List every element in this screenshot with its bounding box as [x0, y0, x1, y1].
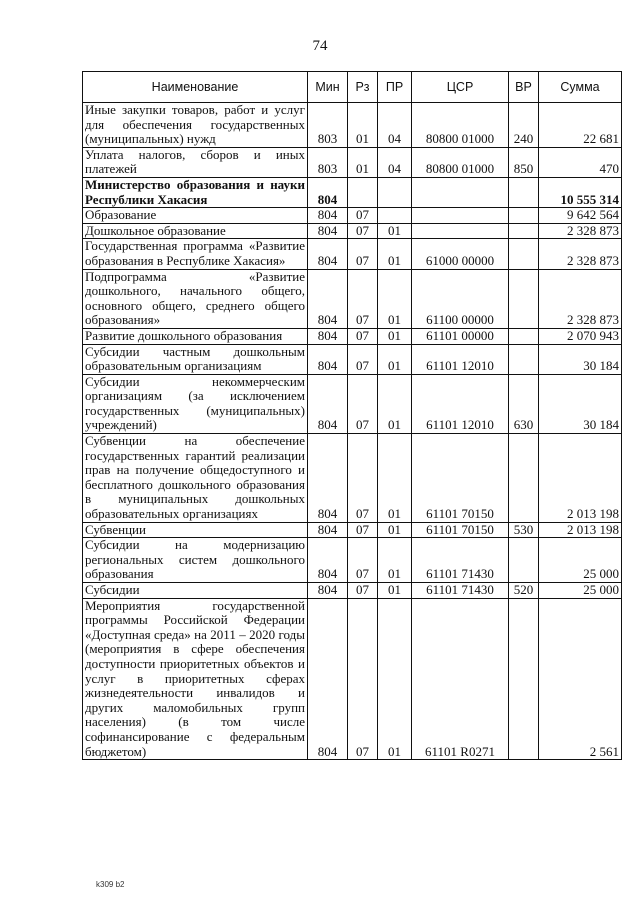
footer-code: k309 b2	[96, 880, 125, 889]
row-name-cell: Субсидии	[83, 583, 308, 599]
header-vr: ВР	[509, 72, 539, 103]
row-pr-cell	[378, 177, 412, 207]
table-row	[83, 598, 622, 760]
row-min-cell: 804	[308, 223, 348, 239]
row-sum-cell: 25 000	[539, 538, 622, 583]
table-row	[83, 434, 622, 523]
row-min-cell: 804	[308, 208, 348, 224]
row-pr-cell: 01	[378, 434, 412, 523]
row-pr-cell: 01	[378, 239, 412, 269]
row-sum-cell: 2 328 873	[539, 239, 622, 269]
row-min-cell: 804	[308, 522, 348, 538]
row-vr-cell: 530	[509, 522, 539, 538]
row-pr-cell: 04	[378, 147, 412, 177]
header-row	[83, 72, 622, 103]
row-sum-cell: 2 561	[539, 598, 622, 760]
header-rz: Рз	[348, 72, 378, 103]
row-name-cell: Государственная программа «Развитие образования в Республике Хакасия»	[83, 239, 308, 269]
row-csr-cell: 61000 00000	[412, 239, 509, 269]
row-name-cell: Иные закупки товаров, работ и услуг для обеспечения государственных (муниципальных) нужд	[83, 103, 308, 148]
row-sum-cell: 30 184	[539, 344, 622, 374]
row-rz-cell: 07	[348, 598, 378, 760]
row-rz-cell: 07	[348, 522, 378, 538]
row-min-cell: 804	[308, 374, 348, 433]
header-sum: Сумма	[539, 72, 622, 103]
header-pr: ПР	[378, 72, 412, 103]
budget-table	[82, 71, 622, 760]
row-vr-cell	[509, 269, 539, 328]
row-csr-cell: 61101 R0271	[412, 598, 509, 760]
row-csr-cell: 80800 01000	[412, 103, 509, 148]
row-rz-cell: 07	[348, 374, 378, 433]
row-sum-cell: 2 328 873	[539, 223, 622, 239]
row-rz-cell: 07	[348, 538, 378, 583]
row-csr-cell	[412, 223, 509, 239]
table-row	[83, 538, 622, 583]
table-row	[83, 344, 622, 374]
table-row	[83, 177, 622, 207]
row-name-cell: Развитие дошкольного образования	[83, 328, 308, 344]
row-name-cell: Субвенции на обеспечение государственных гарантий реализации прав на получение общедоступного и бесплатного дошкольного образования в муниципальных дошкольных образовательных организациях	[83, 434, 308, 523]
row-rz-cell: 07	[348, 434, 378, 523]
row-pr-cell: 01	[378, 344, 412, 374]
row-min-cell: 804	[308, 328, 348, 344]
row-pr-cell: 01	[378, 269, 412, 328]
row-vr-cell	[509, 177, 539, 207]
page-number: 74	[312, 38, 328, 54]
row-csr-cell: 61101 71430	[412, 583, 509, 599]
table-row	[83, 328, 622, 344]
row-min-cell: 804	[308, 177, 348, 207]
row-pr-cell: 04	[378, 103, 412, 148]
row-rz-cell	[348, 177, 378, 207]
row-vr-cell	[509, 598, 539, 760]
row-csr-cell: 61100 00000	[412, 269, 509, 328]
row-pr-cell	[378, 208, 412, 224]
row-name-cell: Субсидии частным дошкольным образовательным организациям	[83, 344, 308, 374]
row-rz-cell: 07	[348, 269, 378, 328]
row-csr-cell	[412, 208, 509, 224]
row-csr-cell: 61101 12010	[412, 374, 509, 433]
header-name: Наименование	[83, 72, 308, 103]
row-pr-cell: 01	[378, 583, 412, 599]
row-name-cell: Образование	[83, 208, 308, 224]
row-vr-cell: 240	[509, 103, 539, 148]
row-pr-cell: 01	[378, 223, 412, 239]
table-row	[83, 583, 622, 599]
table-row	[83, 147, 622, 177]
table-row	[83, 522, 622, 538]
row-min-cell: 803	[308, 103, 348, 148]
row-min-cell: 804	[308, 239, 348, 269]
header-min: Мин	[308, 72, 348, 103]
row-rz-cell: 07	[348, 328, 378, 344]
table-row	[83, 374, 622, 433]
row-vr-cell	[509, 538, 539, 583]
row-csr-cell: 61101 70150	[412, 434, 509, 523]
row-sum-cell: 2 013 198	[539, 522, 622, 538]
row-sum-cell: 470	[539, 147, 622, 177]
row-sum-cell: 2 328 873	[539, 269, 622, 328]
row-csr-cell: 61101 70150	[412, 522, 509, 538]
row-name-cell: Министерство образования и науки Республики Хакасия	[83, 177, 308, 207]
row-name-cell: Субсидии некоммерческим организациям (за исключением государственных (муниципальных) учреждений)	[83, 374, 308, 433]
row-vr-cell	[509, 223, 539, 239]
header-csr: ЦСР	[412, 72, 509, 103]
table-row	[83, 103, 622, 148]
row-name-cell: Субсидии на модернизацию региональных систем дошкольного образования	[83, 538, 308, 583]
row-min-cell: 804	[308, 538, 348, 583]
row-name-cell: Уплата налогов, сборов и иных платежей	[83, 147, 308, 177]
row-rz-cell: 01	[348, 147, 378, 177]
row-pr-cell: 01	[378, 328, 412, 344]
row-rz-cell: 07	[348, 344, 378, 374]
row-vr-cell: 850	[509, 147, 539, 177]
row-min-cell: 804	[308, 598, 348, 760]
row-name-cell: Мероприятия государственной программы Российской Федерации «Доступная среда» на 2011 – 2020 годы (мероприятия в сфере обеспечения доступности приоритетных объектов и услуг в приоритетных сферах жизнедеятельности инвалидов и других маломобильных групп населения) (в том числе софинансирование с федеральным бюджетом)	[83, 598, 308, 760]
row-sum-cell: 22 681	[539, 103, 622, 148]
row-vr-cell	[509, 434, 539, 523]
row-sum-cell: 9 642 564	[539, 208, 622, 224]
row-pr-cell: 01	[378, 374, 412, 433]
row-pr-cell: 01	[378, 538, 412, 583]
row-min-cell: 804	[308, 344, 348, 374]
row-name-cell: Дошкольное образование	[83, 223, 308, 239]
row-rz-cell: 07	[348, 208, 378, 224]
row-name-cell: Субвенции	[83, 522, 308, 538]
table-row	[83, 239, 622, 269]
row-sum-cell: 10 555 314	[539, 177, 622, 207]
row-min-cell: 804	[308, 269, 348, 328]
row-vr-cell	[509, 344, 539, 374]
table-row	[83, 223, 622, 239]
row-rz-cell: 07	[348, 583, 378, 599]
row-sum-cell: 2 070 943	[539, 328, 622, 344]
row-csr-cell: 80800 01000	[412, 147, 509, 177]
row-vr-cell: 630	[509, 374, 539, 433]
table-row	[83, 208, 622, 224]
row-rz-cell: 01	[348, 103, 378, 148]
row-min-cell: 804	[308, 434, 348, 523]
row-sum-cell: 25 000	[539, 583, 622, 599]
row-pr-cell: 01	[378, 598, 412, 760]
row-vr-cell	[509, 239, 539, 269]
row-csr-cell: 61101 12010	[412, 344, 509, 374]
row-pr-cell: 01	[378, 522, 412, 538]
row-vr-cell	[509, 208, 539, 224]
row-csr-cell: 61101 71430	[412, 538, 509, 583]
row-rz-cell: 07	[348, 239, 378, 269]
row-csr-cell	[412, 177, 509, 207]
row-vr-cell: 520	[509, 583, 539, 599]
row-vr-cell	[509, 328, 539, 344]
table-body	[83, 103, 622, 760]
row-rz-cell: 07	[348, 223, 378, 239]
table-row	[83, 269, 622, 328]
row-min-cell: 804	[308, 583, 348, 599]
row-min-cell: 803	[308, 147, 348, 177]
row-name-cell: Подпрограмма «Развитие дошкольного, начального общего, основного общего, среднего общего образования»	[83, 269, 308, 328]
row-sum-cell: 2 013 198	[539, 434, 622, 523]
row-csr-cell: 61101 00000	[412, 328, 509, 344]
row-sum-cell: 30 184	[539, 374, 622, 433]
